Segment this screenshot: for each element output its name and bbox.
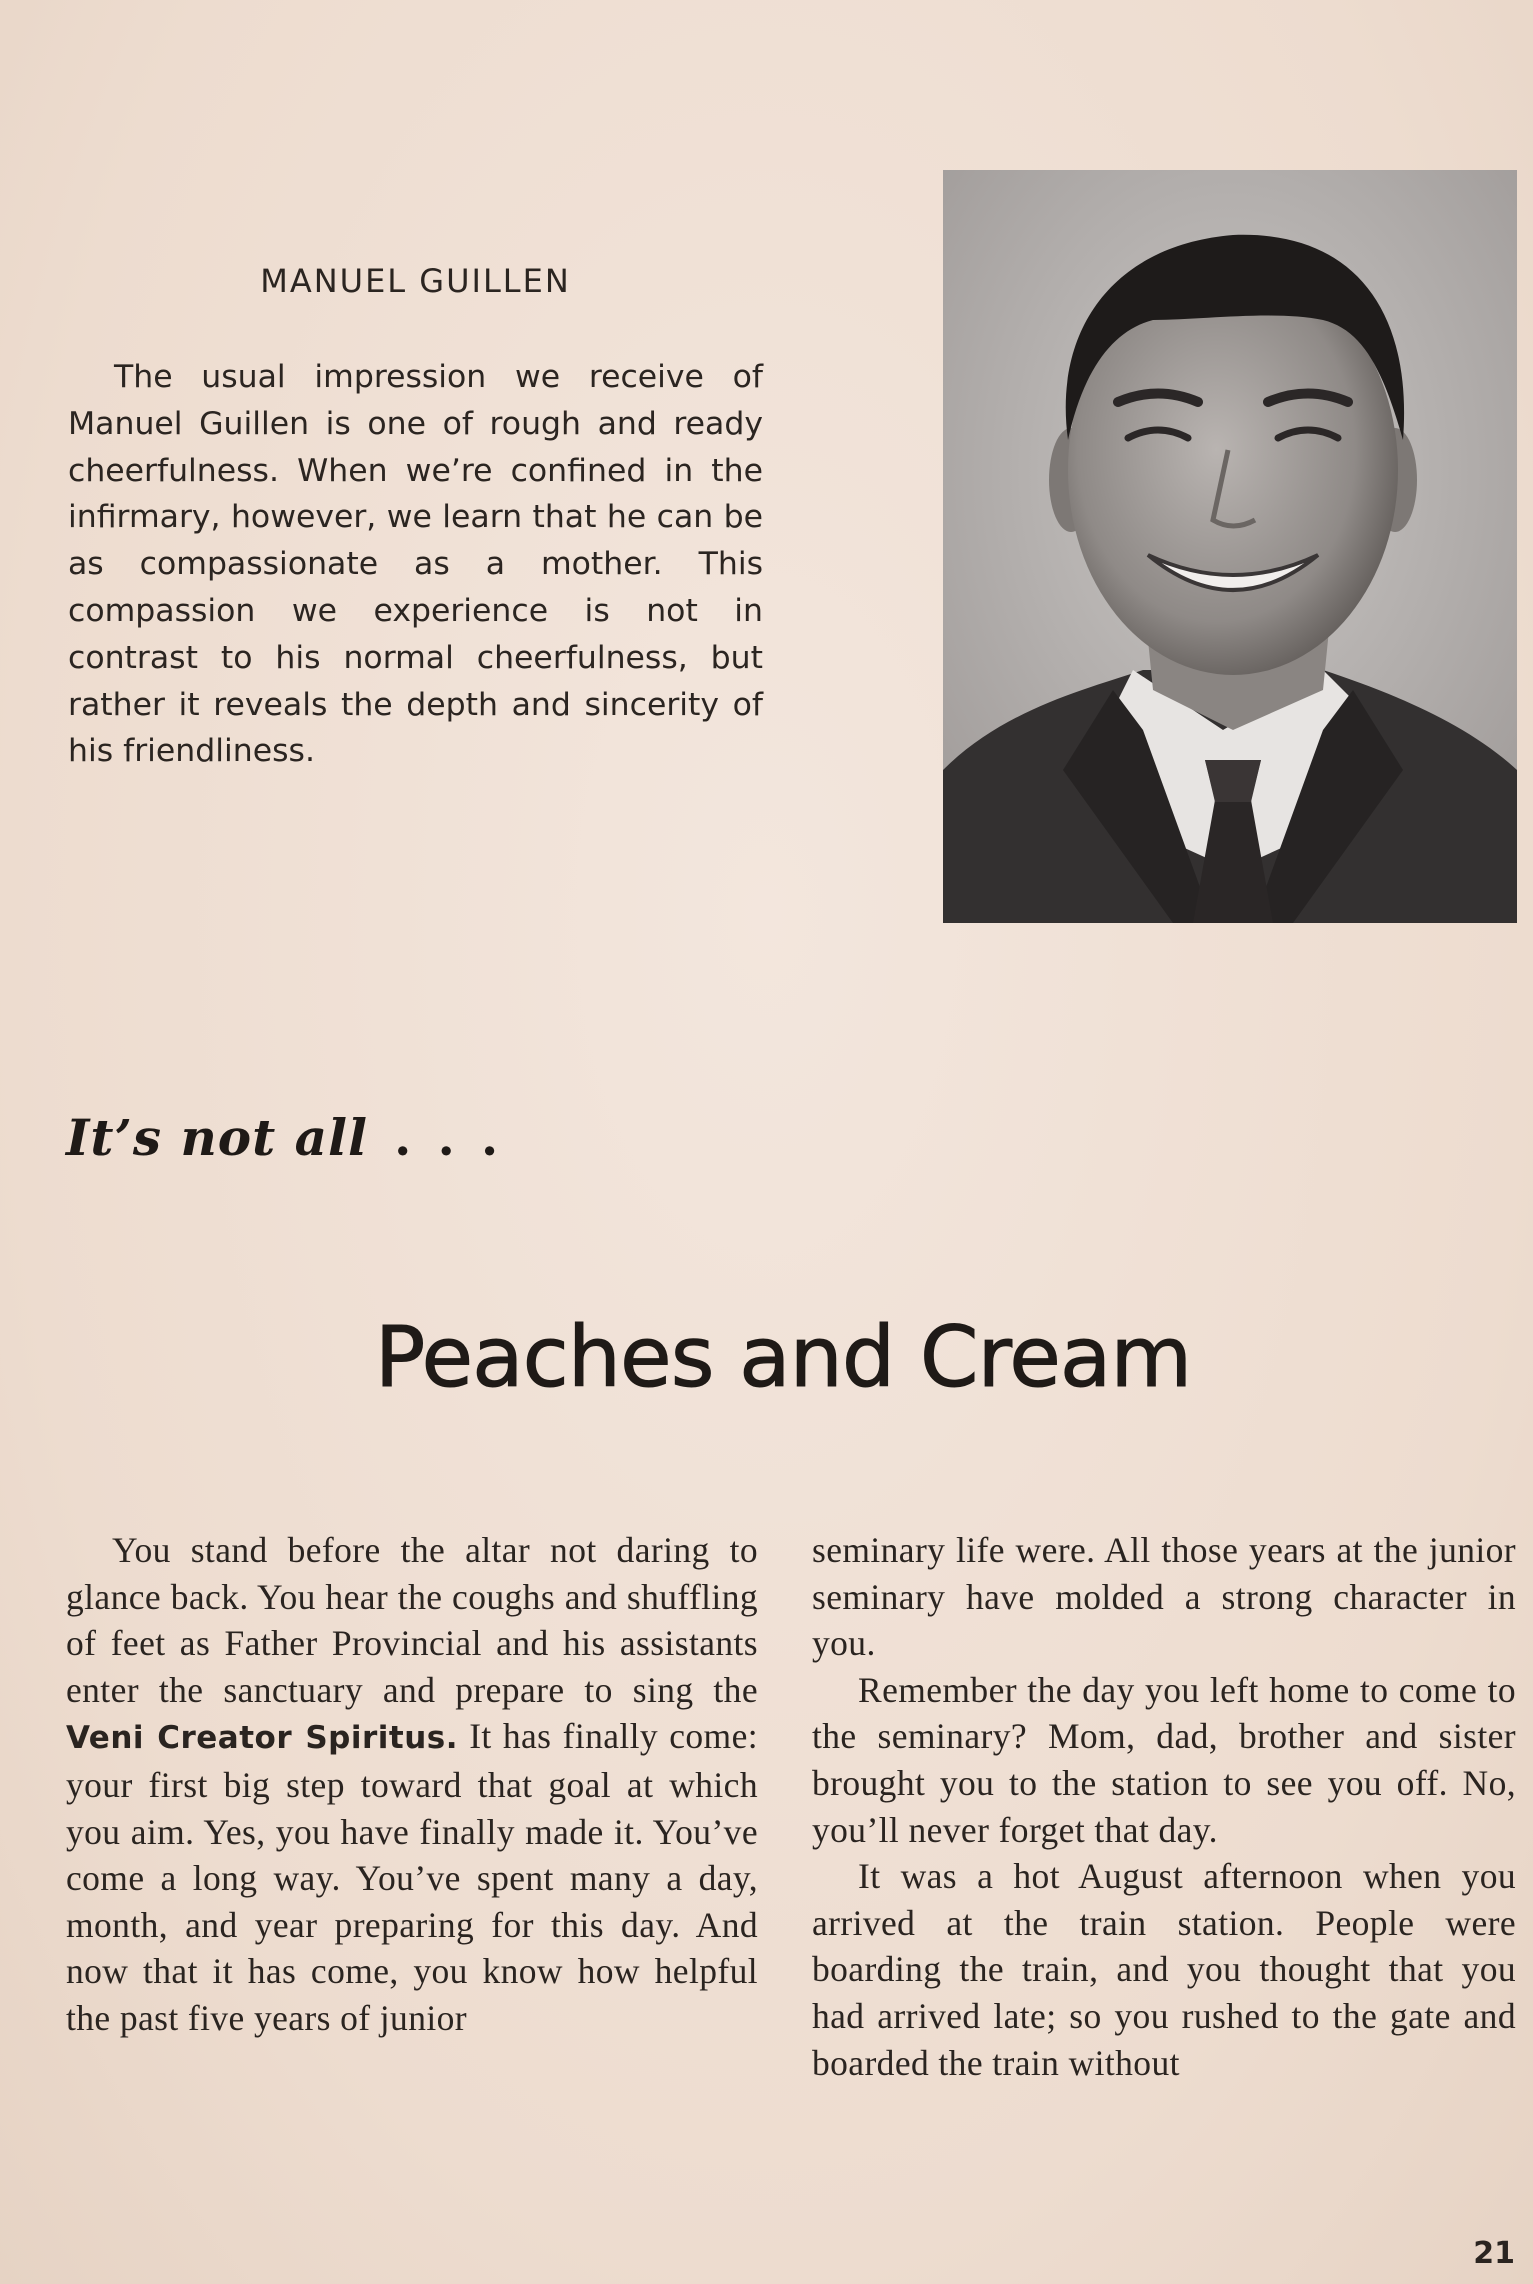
kicker-dots: ... [394,1108,525,1167]
article-paragraph [66,1527,758,2042]
profile-name: MANUEL GUILLEN [260,262,571,300]
hymn-title: Veni Creator Spiritus. [66,1720,458,1757]
kicker-text: It’s not all [66,1108,369,1167]
article-column-right [812,1527,1516,2086]
article-paragraph: seminary life were. All those years at the junior seminary have molded a strong character in you. [812,1530,1516,1664]
page-number: 21 [1473,2236,1515,2271]
article-paragraph: It was a hot August afternoon when you arrived at the train station. People were boarding the train, and you thought that you had arrived late; so you rushed to the gate and boarded the train without [812,1856,1516,2083]
article-column-left [66,1527,758,2042]
profile-bio [68,354,763,775]
paragraph-text: You stand before the altar not daring to glance back. You hear the coughs and shuffling of feet as Father Provincial and his assistants enter the sanctuary and prepare to sing the [66,1530,758,1710]
article-headline: Peaches and Cream [374,1308,1192,1406]
article-paragraph: Remember the day you left home to come to the seminary? Mom, dad, brother and sister brought you to the station to see you off. No, you’ll never forget that day. [812,1669,1516,1850]
portrait-photo [943,170,1517,923]
article-kicker [66,1108,524,1167]
paragraph-text: It has finally come: your first big step toward that goal at which you aim. Yes, you have finally made it. You’ve come a long way. You’ve spent many a day, month, and year preparing for this day. And now that it has come, you know how helpful the past five years of junior [66,1716,758,2038]
profile-bio-text: The usual impression we receive of Manuel Guillen is one of rough and ready cheerfulness. When we’re confined in the infirmary, however, we learn that he can be as compassionate as a mother. This compassion we experience is not in contrast to his normal cheerfulness, but rather it reveals the depth and sincerity of his friendliness. [68,359,763,770]
